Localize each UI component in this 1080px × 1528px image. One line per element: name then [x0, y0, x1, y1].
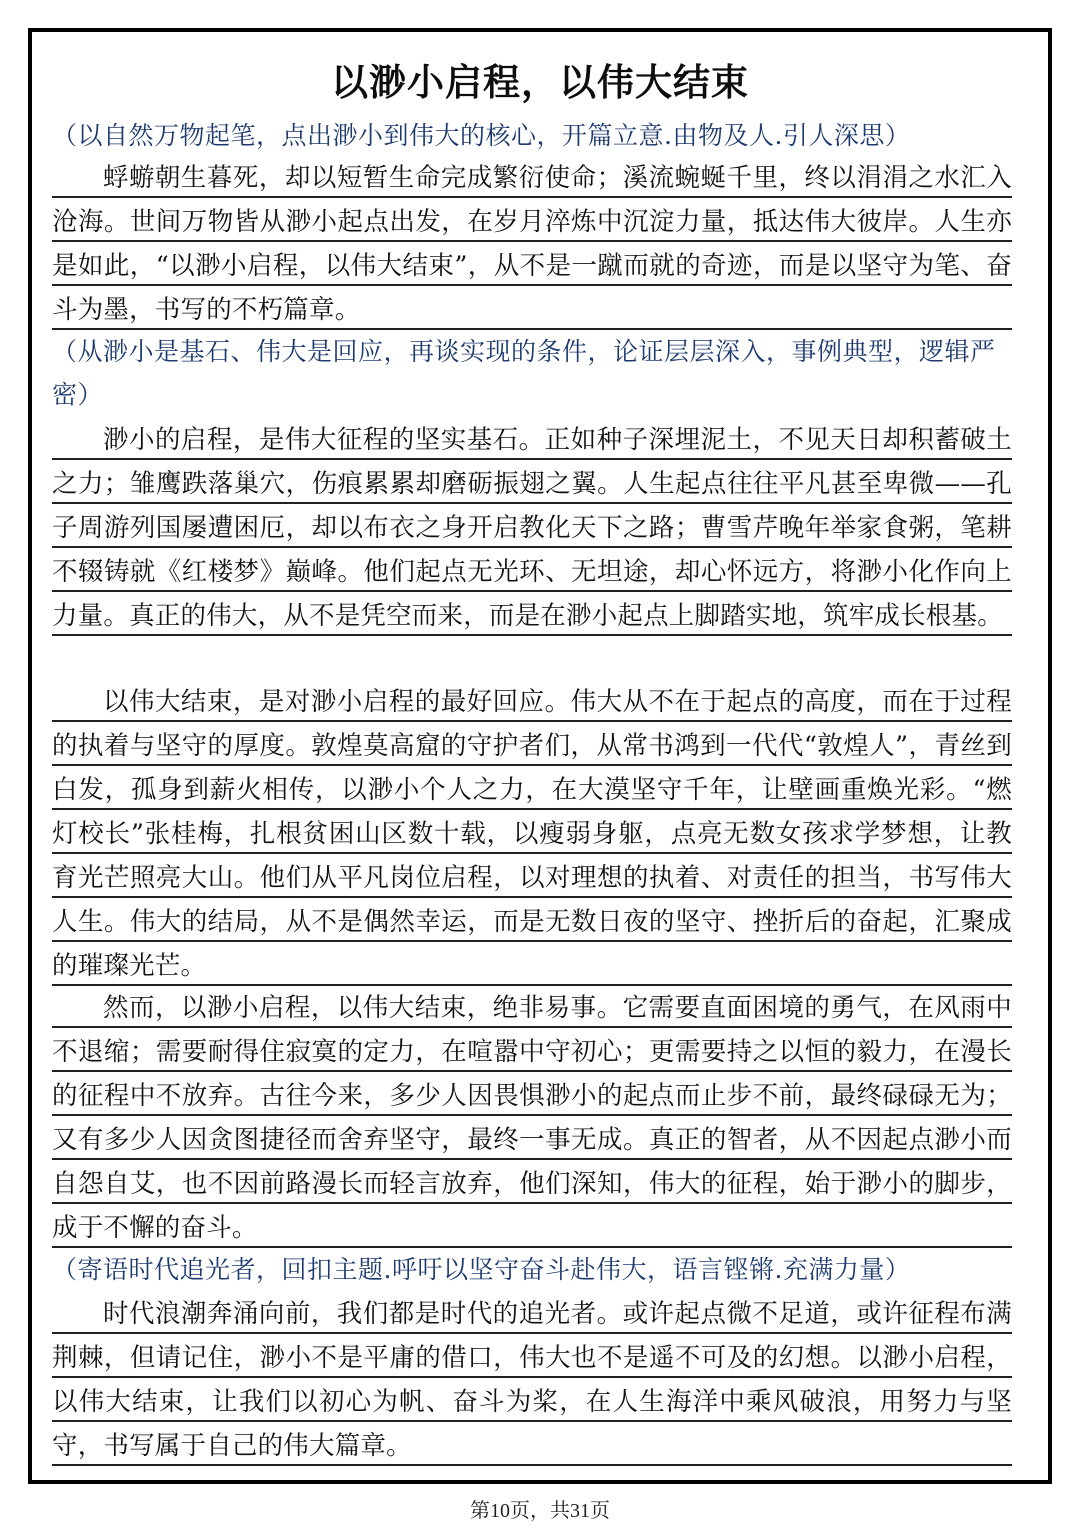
paragraph-conditions: 然而，以渺小启程，以伟大结束，绝非易事。它需要直面困境的勇气，在风雨中不退缩；需要耐得住寂寞的定力，在喧嚣中守初心；更需要持之以恒的毅力，在漫长的征程中不放弃。古往今来，多少人因畏惧渺小的起点而止步不前，最终碌碌无为；又有多少人因贪图捷径而舍弃坚守，最终一事无成。真正的智者，从不因起点渺小而自怨自艾，也不因前路漫长而轻言放弃，他们深知，伟大的征程，始于渺小的脚步，成于不懈的奋斗。: [52, 986, 1012, 1250]
annotation-body: （从渺小是基石、伟大是回应，再谈实现的条件，论证层层深入，事例典型，逻辑严密）: [52, 337, 996, 409]
essay-title: 以渺小启程，以伟大结束: [331, 60, 749, 104]
paragraph-opening: 蜉蝣朝生暮死，却以短暂生命完成繁衍使命；溪流蜿蜒千里，终以涓涓之水汇入沧海。世间万物皆从渺小起点出发，在岁月淬炼中沉淀力量，抵达伟大彼岸。人生亦是如此，“以渺小启程，以伟大结束”，从不是一蹴而就的奇迹，而是以坚守为笔、奋斗为墨，书写的不朽篇章。: [52, 156, 1012, 332]
annotation-closing: （寄语时代追光者，回扣主题.呼吁以坚守奋斗赴伟大，语言铿锵.充满力量）: [52, 1255, 911, 1284]
paragraph-foundation: 渺小的启程，是伟大征程的坚实基石。正如种子深埋泥土，不见天日却积蓄破土之力；雏鹰跌落巢穴，伤痕累累却磨砺振翅之翼。人生起点往往平凡甚至卑微——孔子周游列国屡遭困厄，却以布衣之身开启教化天下之路；曹雪芹晚年举家食粥，笔耕不辍铸就《红楼梦》巅峰。他们起点无光环、无坦途，却心怀远方，将渺小化作向上力量。真正的伟大，从不是凭空而来，而是在渺小起点上脚踏实地，筑牢成长根基。: [52, 418, 1012, 638]
page-number: 第10页，共31页: [470, 1500, 610, 1522]
paragraph-response: 以伟大结束，是对渺小启程的最好回应。伟大从不在于起点的高度，而在于过程的执着与坚守的厚度。敦煌莫高窟的守护者们，从常书鸿到一代代“敦煌人”，青丝到白发，孤身到薪火相传，以渺小个人之力，在大漠坚守千年，让壁画重焕光彩。“燃灯校长”张桂梅，扎根贫困山区数十载，以瘦弱身躯，点亮无数女孩求学梦想，让教育光芒照亮大山。他们从平凡岗位启程，以对理想的执着、对责任的担当，书写伟大人生。伟大的结局，从不是偶然幸运，而是无数日夜的坚守、挫折后的奋起，汇聚成的璀璨光芒。: [52, 680, 1012, 988]
paragraph-closing: 时代浪潮奔涌向前，我们都是时代的追光者。或许起点微不足道，或许征程布满荆棘，但请记住，渺小不是平庸的借口，伟大也不是遥不可及的幻想。以渺小启程，以伟大结束，让我们以初心为帆、奋斗为桨，在人生海洋中乘风破浪，用努力与坚守，书写属于自己的伟大篇章。: [52, 1292, 1012, 1468]
annotation-opening: （以自然万物起笔，点出渺小到伟大的核心，开篇立意.由物及人.引人深思）: [52, 121, 911, 150]
